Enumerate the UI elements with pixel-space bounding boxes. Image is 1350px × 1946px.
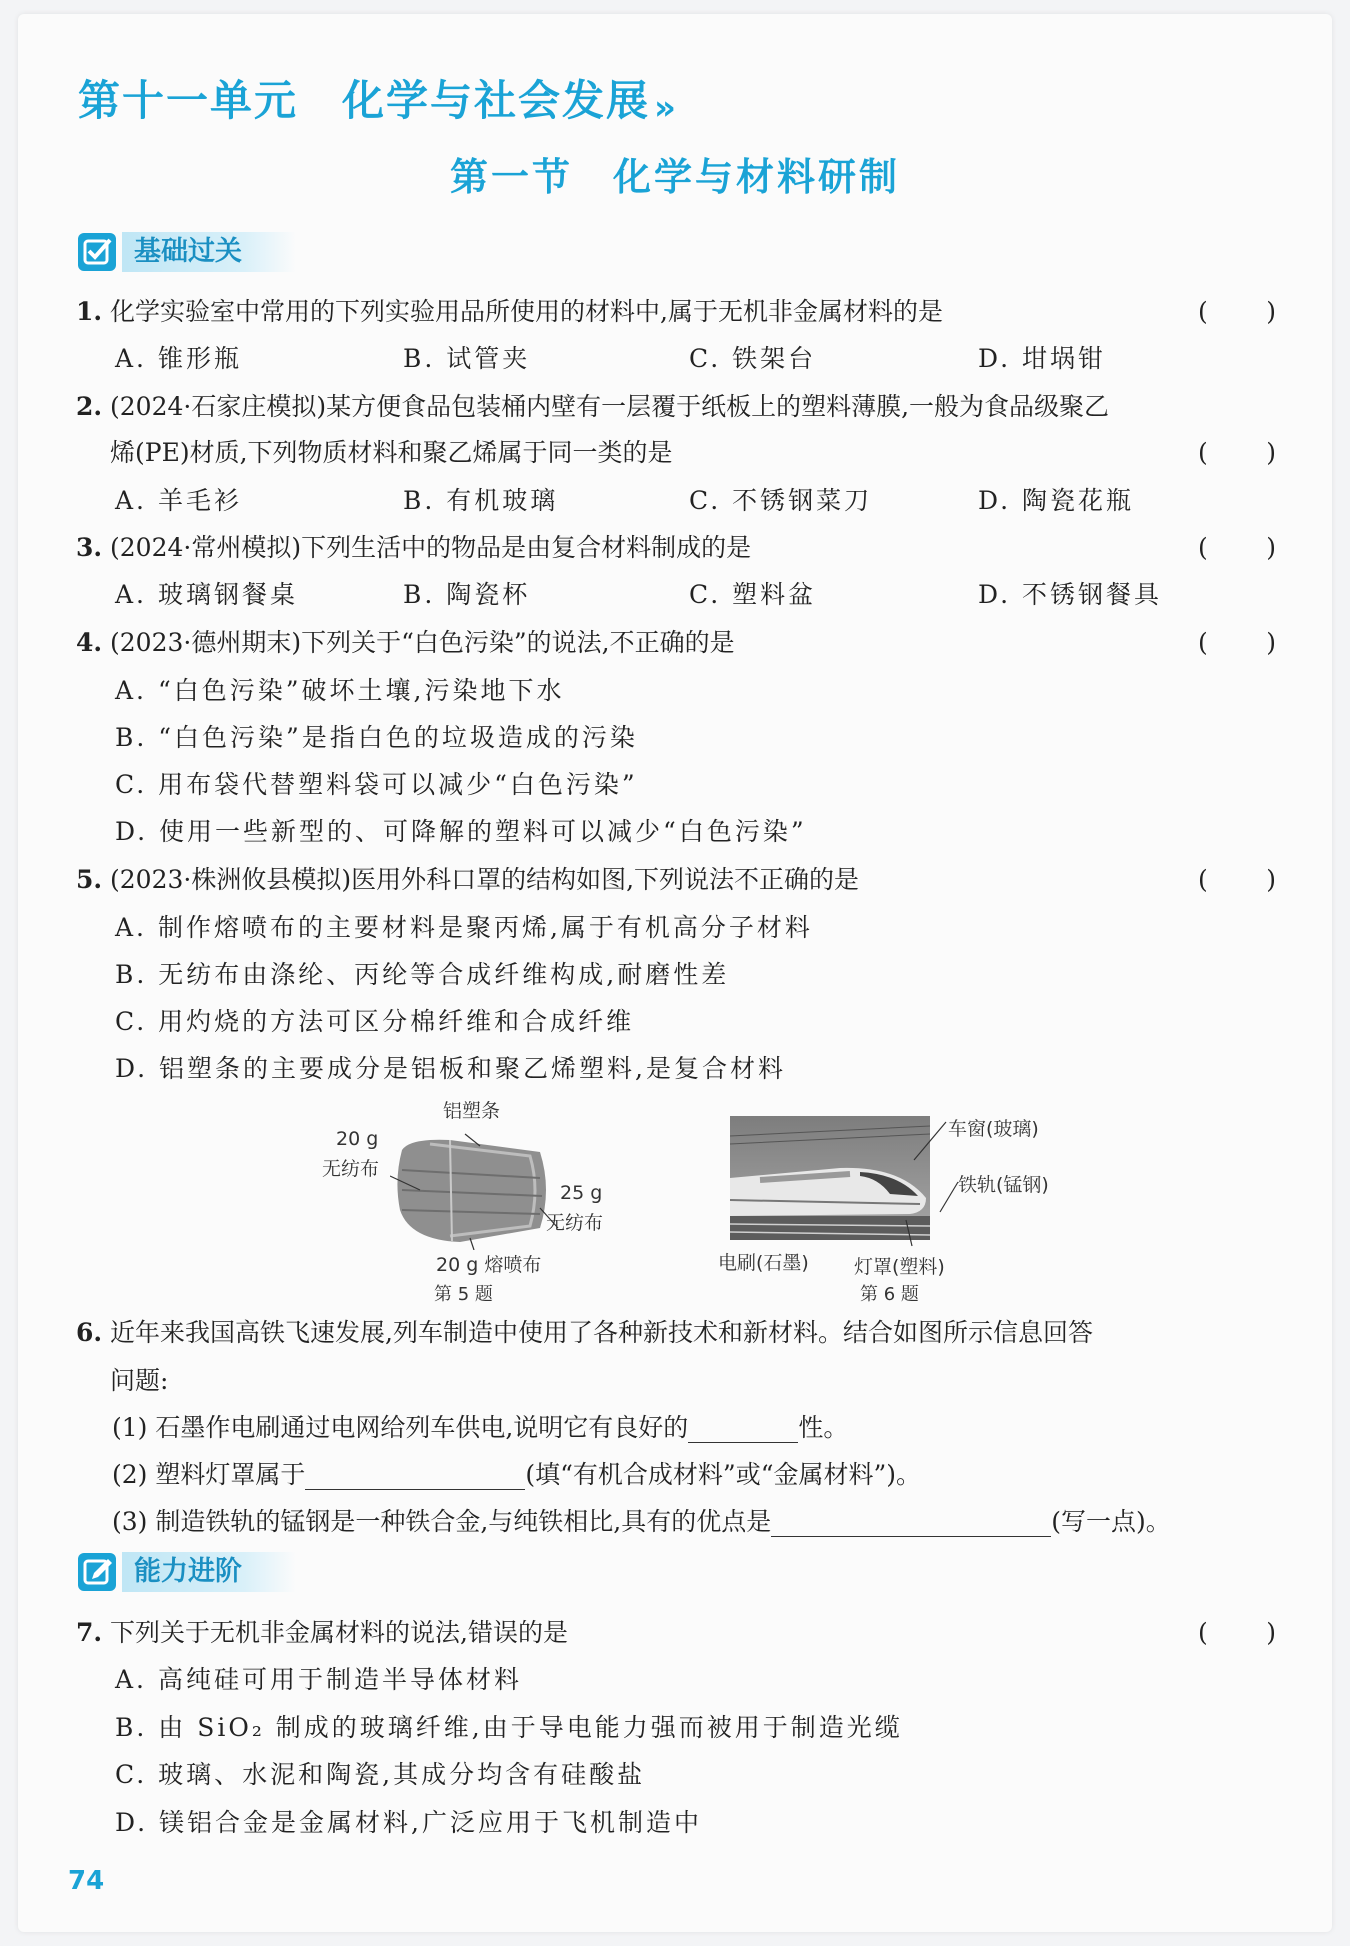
- double-chevron-icon: »: [654, 88, 678, 128]
- question-7: 7. 下列关于无机非金属材料的说法,错误的是 ( ): [76, 1618, 1276, 1647]
- question-stem: 近年来我国高铁飞速发展,列车制造中使用了各种新技术和新材料。结合如图所示信息回答: [110, 1318, 1093, 1347]
- mask-figure: [390, 1130, 560, 1250]
- train-label-rail: 铁轨(锰钢): [958, 1174, 1049, 1196]
- option: A. 锥形瓶: [115, 344, 242, 373]
- question-2: 2. (2024·石家庄模拟)某方便食品包装桶内壁有一层覆于纸板上的塑料薄膜,一般为食品级聚乙: [76, 392, 1110, 421]
- unit-label: 第十一单元: [78, 76, 299, 125]
- option: C. 用布袋代替塑料袋可以减少“白色污染”: [115, 770, 638, 799]
- option: D. 使用一些新型的、可降解的塑料可以减少“白色污染”: [115, 817, 807, 846]
- mask-label-fabric: 无纺布: [322, 1158, 380, 1180]
- option: D. 坩埚钳: [978, 344, 1107, 373]
- train-label-window: 车窗(玻璃): [948, 1118, 1039, 1140]
- mask-label-strip: 铝塑条: [443, 1100, 501, 1122]
- question-stem: 下列关于无机非金属材料的说法,错误的是: [110, 1618, 568, 1647]
- option: C. 不锈钢菜刀: [689, 486, 873, 515]
- fill-blank[interactable]: [771, 1510, 1051, 1537]
- pencil-icon: [78, 1553, 116, 1591]
- mask-label-fabric: 无纺布: [546, 1212, 604, 1234]
- option: A. 高纯硅可用于制造半导体材料: [115, 1665, 522, 1694]
- option: C. 塑料盆: [689, 580, 817, 609]
- fill-blank[interactable]: [688, 1416, 798, 1443]
- question-6-sub-3: (3) 制造铁轨的锰钢是一种铁合金,与纯铁相比,具有的优点是 (写一点)。: [112, 1507, 1171, 1536]
- option: B. “白色污染”是指白色的垃圾造成的污染: [115, 723, 638, 752]
- train-label-brush: 电刷(石墨): [718, 1252, 809, 1274]
- question-4: 4. (2023·德州期末)下列关于“白色污染”的说法,不正确的是 ( ): [76, 628, 1276, 657]
- question-stem: 化学实验室中常用的下列实验用品所使用的材料中,属于无机非金属材料的是: [110, 297, 943, 326]
- unit-title: [78, 68, 678, 128]
- option: A. “白色污染”破坏土壤,污染地下水: [115, 676, 565, 705]
- option: D. 陶瓷花瓶: [978, 486, 1135, 515]
- banner-advanced-label: 能力进阶: [122, 1552, 296, 1592]
- question-stem: (2023·德州期末)下列关于“白色污染”的说法,不正确的是: [110, 628, 735, 657]
- option: C. 用灼烧的方法可区分棉纤维和合成纤维: [115, 1007, 635, 1036]
- question-stem: (2024·石家庄模拟)某方便食品包装桶内壁有一层覆于纸板上的塑料薄膜,一般为食品级聚乙: [110, 392, 1110, 421]
- option: B. 无纺布由涤纶、丙纶等合成纤维构成,耐磨性差: [115, 960, 730, 989]
- question-6-sub-1: (1) 石墨作电刷通过电网给列车供电,说明它有良好的 性。: [112, 1413, 849, 1442]
- question-6-line-2: [76, 1366, 1276, 1396]
- option: B. 由 SiO₂ 制成的玻璃纤维,由于导电能力强而被用于制造光缆: [115, 1713, 903, 1742]
- option: C. 玻璃、水泥和陶瓷,其成分均含有硅酸盐: [115, 1760, 646, 1789]
- question-stem: 问题:: [110, 1366, 169, 1395]
- question-5: 5. (2023·株洲攸县模拟)医用外科口罩的结构如图,下列说法不正确的是 ( ): [76, 865, 1276, 894]
- answer-bracket[interactable]: ( ): [1198, 865, 1276, 894]
- unit-name: 化学与社会发展: [342, 76, 651, 125]
- section-name: 化学与材料研制: [613, 154, 901, 199]
- option: C. 铁架台: [689, 344, 817, 373]
- answer-bracket[interactable]: ( ): [1198, 628, 1276, 657]
- mask-label-meltblown: 20 g 熔喷布: [436, 1254, 542, 1276]
- figure-caption: 第 5 题: [434, 1284, 493, 1305]
- option: A. 羊毛衫: [115, 486, 242, 515]
- train-leader-lines: [900, 1120, 960, 1270]
- answer-bracket[interactable]: ( ): [1198, 438, 1276, 467]
- check-icon: [78, 233, 116, 271]
- question-stem: (2024·常州模拟)下列生活中的物品是由复合材料制成的是: [110, 533, 752, 562]
- mask-label-weight: 25 g: [560, 1182, 603, 1204]
- fill-blank[interactable]: [305, 1463, 525, 1490]
- figure-caption: 第 6 题: [860, 1284, 919, 1305]
- section-label: 第一节: [449, 154, 573, 199]
- mask-label-weight: 20 g: [336, 1128, 379, 1150]
- option: A. 玻璃钢餐桌: [115, 580, 298, 609]
- train-label-lamp: 灯罩(塑料): [854, 1256, 945, 1278]
- option: D. 铝塑条的主要成分是铝板和聚乙烯塑料,是复合材料: [115, 1054, 786, 1083]
- option: A. 制作熔喷布的主要材料是聚丙烯,属于有机高分子材料: [115, 913, 813, 942]
- banner-advanced: [78, 1550, 296, 1594]
- answer-bracket[interactable]: ( ): [1198, 297, 1276, 326]
- page-number: 74: [68, 1866, 105, 1896]
- answer-bracket[interactable]: ( ): [1198, 533, 1276, 562]
- question-6-sub-2: (2) 塑料灯罩属于 (填“有机合成材料”或“金属材料”)。: [112, 1460, 922, 1489]
- option: B. 试管夹: [403, 344, 531, 373]
- option: D. 不锈钢餐具: [978, 580, 1163, 609]
- question-1: 1. 化学实验室中常用的下列实验用品所使用的材料中,属于无机非金属材料的是 ( ): [76, 297, 1276, 326]
- question-3: 3. (2024·常州模拟)下列生活中的物品是由复合材料制成的是 ( ): [76, 533, 1276, 562]
- option: D. 镁铝合金是金属材料,广泛应用于飞机制造中: [115, 1808, 702, 1837]
- answer-bracket[interactable]: ( ): [1198, 1618, 1276, 1647]
- banner-basic: [78, 230, 296, 274]
- question-stem: 烯(PE)材质,下列物质材料和聚乙烯属于同一类的是: [110, 438, 673, 467]
- question-2-line-2: [76, 438, 1276, 468]
- section-title: [0, 146, 1350, 201]
- option: B. 陶瓷杯: [403, 580, 531, 609]
- option: B. 有机玻璃: [403, 486, 559, 515]
- banner-basic-label: 基础过关: [122, 232, 296, 272]
- question-6: 6. 近年来我国高铁飞速发展,列车制造中使用了各种新技术和新材料。结合如图所示信息回答: [76, 1318, 1093, 1347]
- question-stem: (2023·株洲攸县模拟)医用外科口罩的结构如图,下列说法不正确的是: [110, 865, 860, 894]
